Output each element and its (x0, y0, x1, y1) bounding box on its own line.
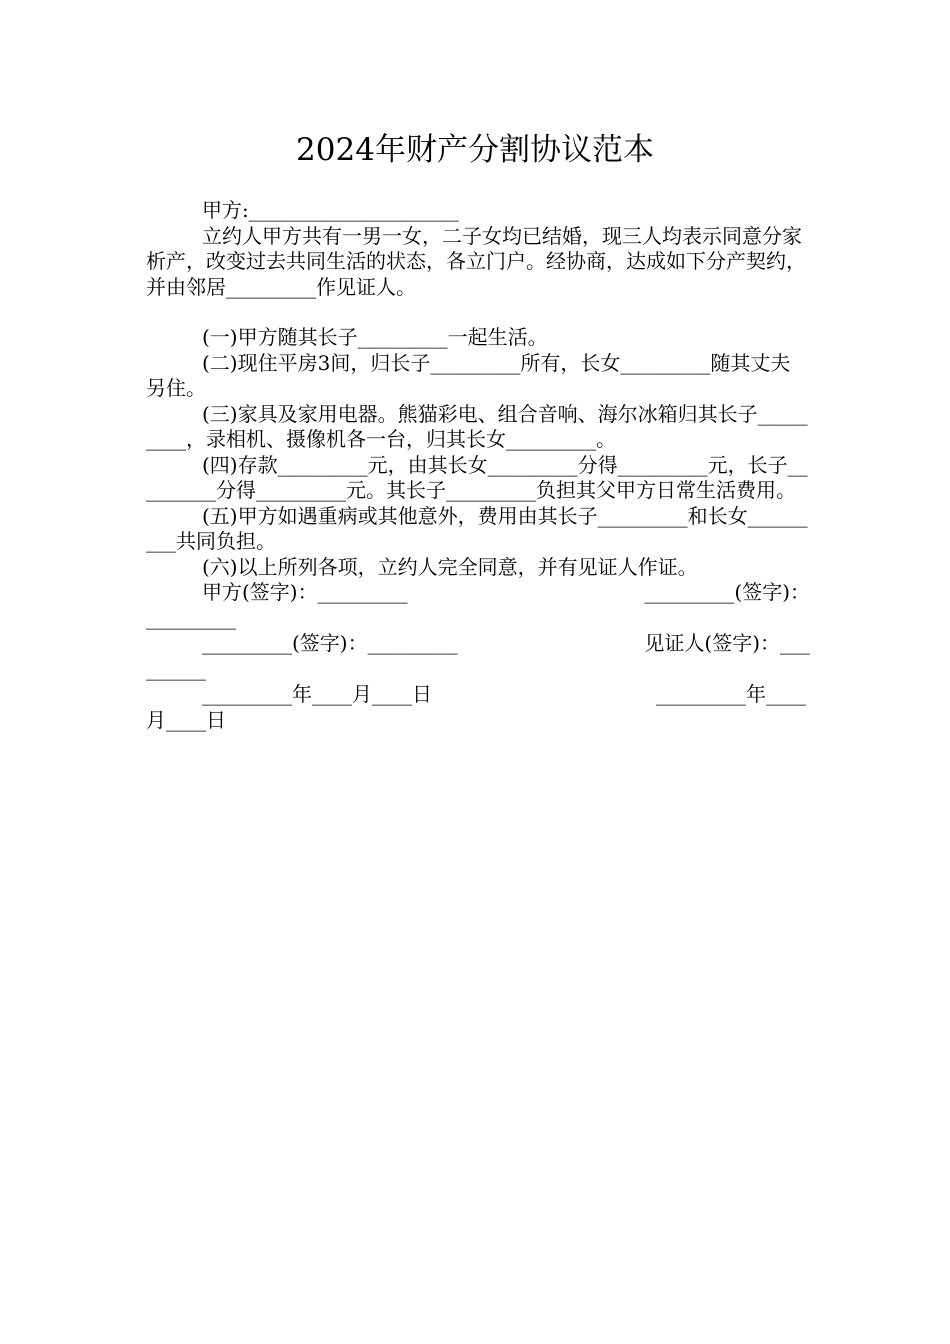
signature-row-2 (146, 631, 810, 657)
party-signature-right: _________(签字)： (644, 580, 810, 604)
date-row (146, 682, 810, 708)
clause-5: (五)甲方如遇重病或其他意外，费用由其长子_________和长女_________共同负担。 (146, 503, 808, 553)
clause-1: (一)甲方随其长子_________一起生活。 (202, 325, 548, 349)
party-a-signature: 甲方(签字)：_________ (202, 580, 408, 604)
date-right: _________年____ (656, 682, 806, 706)
document-body (146, 198, 810, 733)
clause-3: (三)家具及家用电器。熊猫彩电、组合音响、海尔冰箱归其长子_________，录相机、摄像机各一台，归其长女_________。 (146, 401, 808, 451)
party-signature-left: _________(签字)：_________ (202, 631, 458, 655)
clause-6: (六)以上所列各项，立约人完全同意，并有见证人作证。 (202, 554, 698, 579)
signature-row-1-continued: _________ (146, 605, 236, 630)
signature-row-2-continued: ______ (146, 656, 206, 681)
clause-4: (四)存款_________元，由其长女_________分得_________元，长子_________分得_________元。其长子_________负担其父甲方日常生活费用。 (146, 452, 808, 502)
date-row-continued: 月____日 (146, 707, 226, 732)
signature-row-1 (146, 580, 810, 606)
witness-signature: 见证人(签字)：___ (644, 631, 810, 655)
document-title: 2024年财产分割协议范本 (296, 132, 654, 168)
intro-paragraph: 立约人甲方共有一男一女，二子女均已结婚，现三人均表示同意分家析产，改变过去共同生活的状态，各立门户。经协商，达成如下分产契约，并由邻居_________作见证人。 (146, 223, 806, 299)
clause-2: (二)现住平房3间，归长子_________所有，长女_________随其丈夫另住。 (146, 350, 791, 400)
party-a-line: 甲方:_____________________ (202, 198, 459, 222)
date-left: _________年____月____日 (202, 682, 432, 706)
